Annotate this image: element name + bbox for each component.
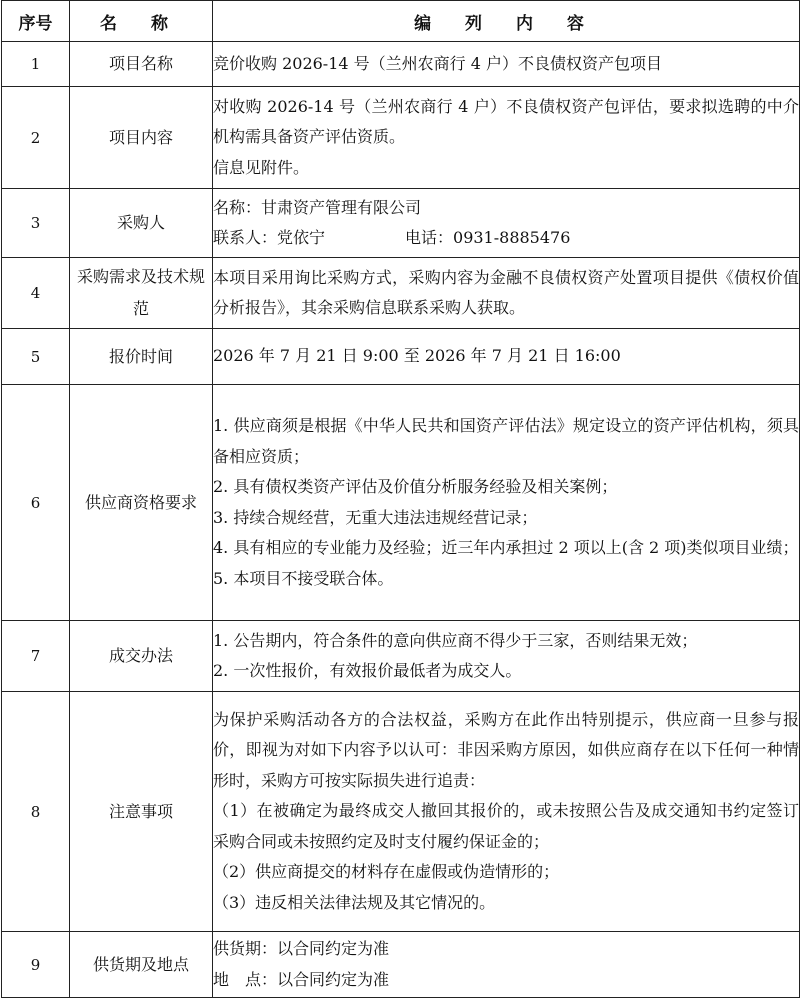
table-row [2,42,800,87]
row-content [213,692,800,932]
row-content [213,258,800,329]
table-row [2,87,800,189]
row-name: 供应商资格要求 [70,385,213,621]
content-line: 1. 公告期内，符合条件的意向供应商不得少于三家，否则结果无效； [213,630,698,650]
content-line: （1）在被确定为最终成交人撤回其报价的，或未按照公告及成交通知书约定签订采购合同或未按照约定及时支付履约保证金的； [213,801,799,851]
row-number: 6 [2,385,70,621]
content-line: 2. 具有债权类资产评估及价值分析服务经验及相关案例； [213,477,618,496]
header-col-no: 序号 [2,1,70,42]
header-row [2,1,800,42]
row-content [213,932,800,998]
row-name: 成交办法 [70,621,213,692]
row-content [213,87,800,189]
row-number: 3 [2,189,70,258]
content-line: 供货期：以合同约定为准 [213,939,390,958]
row-number: 8 [2,692,70,932]
row-content [213,385,800,621]
row-name: 采购需求及技术规范 [70,258,213,329]
row-name: 采购人 [70,189,213,258]
contact-line [213,223,799,254]
content-line: 地 点：以合同约定为准 [213,969,390,989]
content-line: 5. 本项目不接受联合体。 [213,568,394,588]
header-col-content: 编 列 内 容 [213,1,800,42]
row-number: 2 [2,87,70,189]
content-line: 对收购 2026-14 号（兰州农商行 4 户）不良债权资产包评估，要求拟选聘的中介机构需具备资产评估资质。 [213,96,799,147]
procurement-table [1,0,800,998]
row-number: 1 [2,42,70,87]
table-row [2,932,800,998]
content-line: 本项目采用询比采购方式，采购内容为金融不良债权资产处置项目提供《债权价值分析报告》，其余采购信息联系采购人获取。 [213,267,799,317]
content-line: 信息见附件。 [213,157,310,177]
row-name: 注意事项 [70,692,213,932]
content-line: 2. 一次性报价，有效报价最低者为成交人。 [213,661,522,680]
row-name: 项目内容 [70,87,213,189]
table-row [2,329,800,385]
content-line: 3. 持续合规经营，无重大违法违规经营记录； [213,507,538,527]
row-name: 供货期及地点 [70,932,213,998]
table-row [2,189,800,258]
row-number: 9 [2,932,70,998]
row-content [213,621,800,692]
row-content [213,329,800,385]
table-row [2,385,800,621]
row-name: 项目名称 [70,42,213,87]
content-line: 名称：甘肃资产管理有限公司 [213,197,422,217]
table-row [2,692,800,932]
contact-phone: 电话：0931-8885476 [405,228,571,247]
row-name: 报价时间 [70,329,213,385]
content-line: 2026 年 7 月 21 日 9:00 至 2026 年 7 月 21 日 16:00 [213,346,621,366]
content-line: （3）违反相关法律法规及其它情况的。 [213,892,496,912]
content-line: 竞价收购 2026-14 号（兰州农商行 4 户）不良债权资产包项目 [213,53,663,73]
content-line: 为保护采购活动各方的合法权益，采购方在此作出特别提示，供应商一旦参与报价，即视为对如下内容予以认可：非因采购方原因，如供应商存在以下任何一种情形时，采购方可按实际损失进行追责： [213,709,799,790]
row-content [213,42,800,87]
table-row [2,258,800,329]
row-number: 4 [2,258,70,329]
table-row [2,621,800,692]
row-content [213,189,800,258]
row-number: 7 [2,621,70,692]
content-line: 4. 具有相应的专业能力及经验；近三年内承担过 2 项以上(含 2 项)类似项目业绩； [213,538,799,557]
contact-person: 联系人：党依宁 [213,228,326,247]
row-number: 5 [2,329,70,385]
content-line: 1. 供应商须是根据《中华人民共和国资产评估法》规定设立的资产评估机构，须具备相应资质； [213,416,799,466]
content-line: （2）供应商提交的材料存在虚假或伪造情形的； [213,862,560,882]
header-col-name: 名 称 [70,1,213,42]
